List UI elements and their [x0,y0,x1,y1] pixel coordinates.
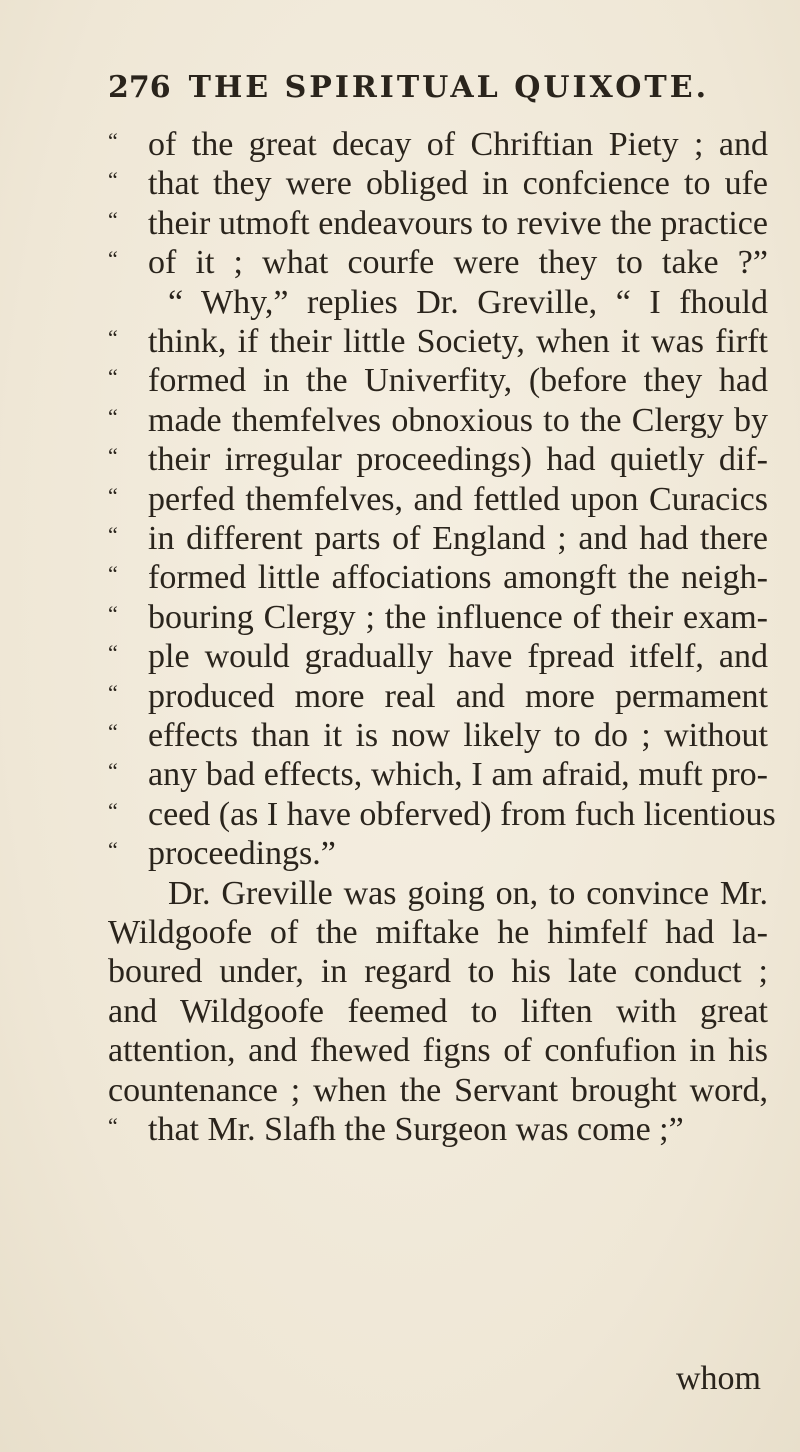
line-text: Dr. Greville was going on, to convince Mr. [168,874,768,912]
margin-quote-mark: “ [108,640,118,666]
margin-quote-mark: “ [108,482,118,508]
margin-quote-mark: “ [108,325,118,350]
line-text: proceedings.” [148,835,336,873]
line-text: perfed themfelves, and fettled upon Curacics [148,480,768,518]
line-text: that they were obliged in confcience to ufe [148,165,768,203]
margin-quote-mark: “ [108,1113,118,1138]
line-text: ple would gradually have fpread itfelf, and [148,638,768,676]
line-text: made themfelves obnoxious to the Clergy by [148,401,768,439]
text-line [108,441,768,479]
margin-quote-mark: “ [108,797,118,823]
text-line [108,481,768,519]
margin-quote-mark: “ [108,443,118,469]
line-text: their irregular proceedings) had quietly dif- [148,441,768,479]
catchword: whom [676,1360,761,1397]
margin-quote-mark: “ [108,679,118,705]
line-text: formed little affociations amongft the neigh- [148,559,768,597]
page-number: 276 [108,70,171,105]
line-text: countenance ; when the Servant brought word, [108,1071,768,1109]
margin-quote-mark: “ [108,522,118,547]
text-line [108,638,768,676]
line-text: formed in the Univerfity, (before they had [148,362,768,400]
line-text: effects than it is now likely to do ; without [148,717,768,754]
text-line [108,756,768,794]
text-line [108,559,768,597]
line-text: “ Why,” replies Dr. Greville, “ I fhould [168,283,768,321]
text-line [168,284,768,322]
text-line [108,914,768,952]
margin-quote-mark: “ [108,403,118,429]
margin-quote-mark: “ [108,167,118,193]
text-line [108,993,768,1031]
running-header [108,70,748,116]
line-text: Wildgoofe of the miftake he himfelf had la- [108,914,768,951]
text-line [108,717,768,755]
line-text: attention, and fhewed figns of confufion in his [108,1032,768,1070]
line-text: of it ; what courfe were they to take ?” [148,244,768,282]
text-line [108,520,768,558]
text-line [108,165,768,203]
line-text: produced more real and more permament [148,677,768,715]
line-text: bouring Clergy ; the influence of their exam- [148,598,768,636]
text-line [108,1111,768,1149]
line-text: that Mr. Slafh the Surgeon was come ;” [148,1111,684,1148]
running-title: THE SPIRITUAL QUIXOTE. [188,70,710,105]
text-line [108,678,768,716]
line-text: any bad effects, which, I am afraid, muft pro- [148,756,768,794]
text-line [108,953,768,991]
margin-quote-mark: “ [108,364,118,390]
text-line [108,362,768,400]
text-line [108,1032,768,1070]
margin-quote-mark: “ [108,561,118,587]
text-line [108,795,776,834]
text-line [168,875,768,913]
text-line [108,205,768,243]
text-line [108,126,768,164]
margin-quote-mark: “ [108,758,118,784]
margin-quote-mark: “ [108,719,118,744]
margin-quote-mark: “ [108,246,118,272]
line-text: in different parts of England ; and had there [148,520,768,557]
line-text: their utmoft endeavours to revive the practice [148,204,768,242]
text-line [108,323,768,361]
text-line [108,835,768,873]
line-text: think, if their little Society, when it was firft [148,323,768,360]
line-text: of the great decay of Chriftian Piety ; and [148,126,768,163]
line-text: and Wildgoofe feemed to liften with great [108,992,768,1030]
text-line [108,244,768,282]
text-line [108,599,768,637]
margin-quote-mark: “ [108,600,118,626]
margin-quote-mark: “ [108,837,118,863]
line-text: boured under, in regard to his late conduct ; [108,953,768,991]
text-line [108,1072,768,1110]
line-text: ceed (as I have obferved) from fuch licentious [148,795,776,833]
margin-quote-mark: “ [108,128,118,153]
text-line [108,402,768,440]
margin-quote-mark: “ [108,206,118,232]
